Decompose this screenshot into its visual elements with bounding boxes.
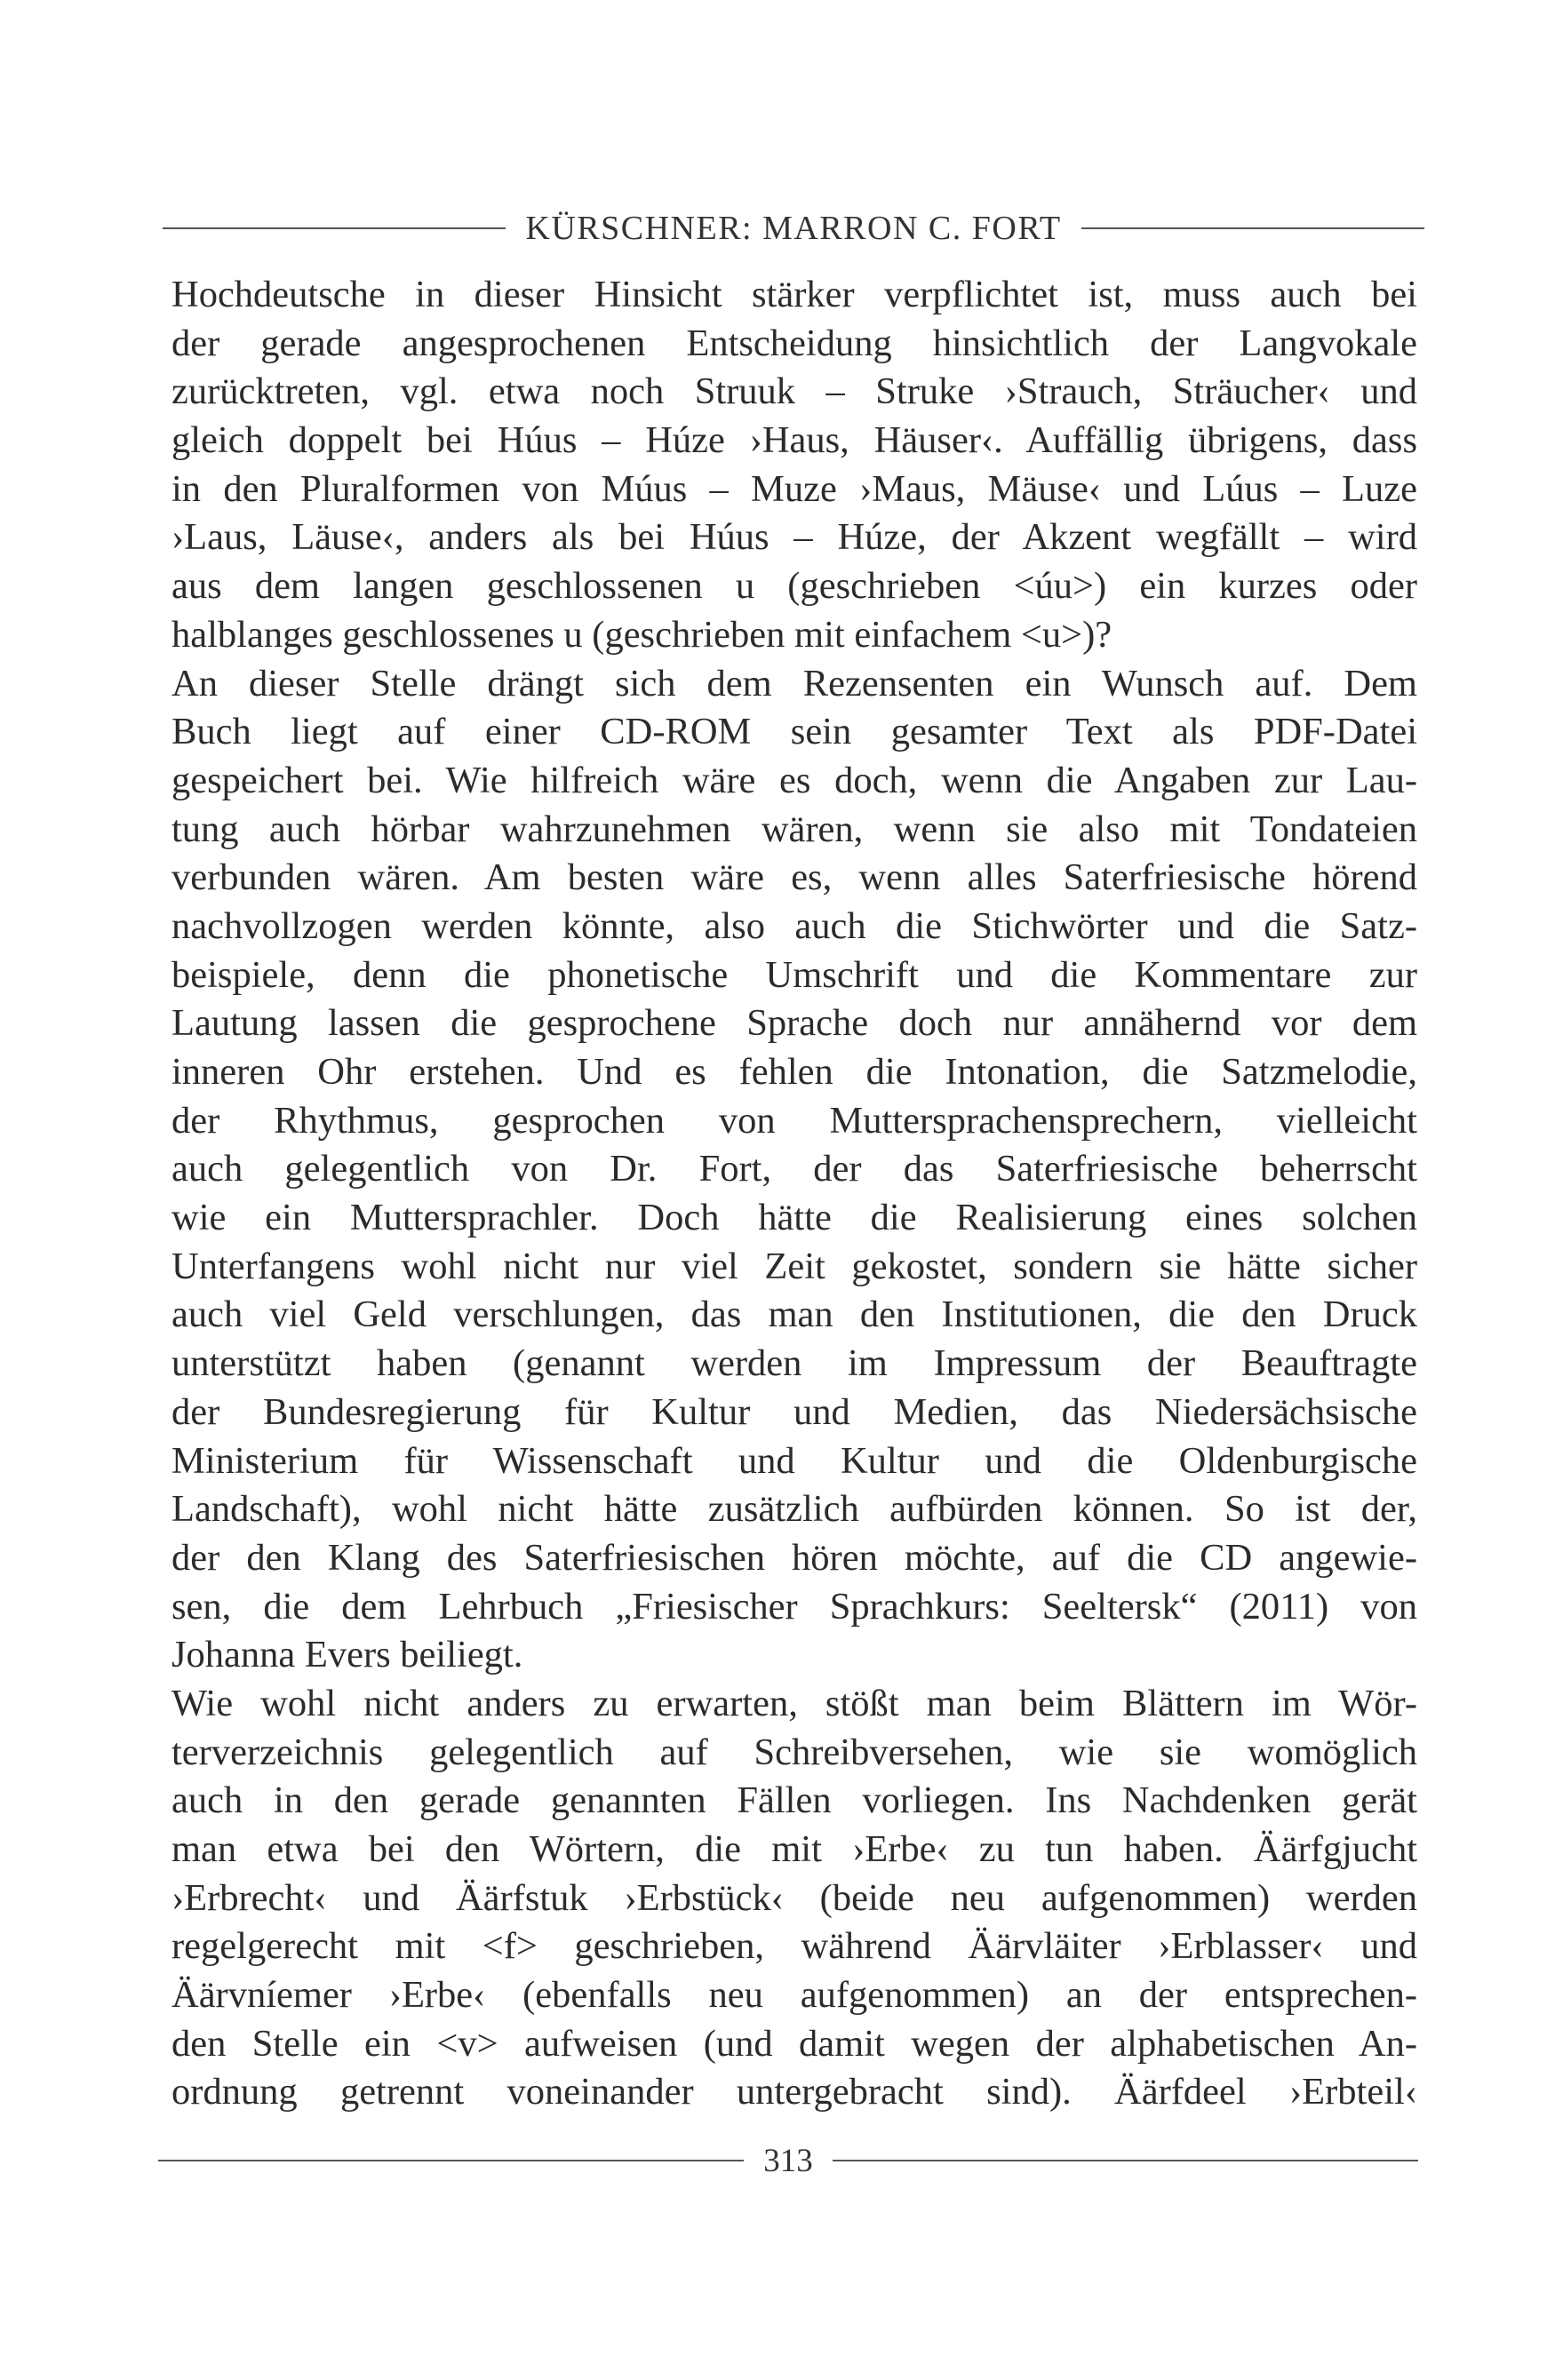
footer-rule-left <box>158 2160 744 2161</box>
text-line: gespeichert bei. Wie hilfreich wäre es doch, wenn die Angaben zur Lau- <box>171 759 1417 801</box>
page-footer <box>158 2141 1418 2180</box>
text-line: Landschaft), wohl nicht hätte zusätzlich aufbürden können. So ist der, <box>171 1488 1417 1531</box>
text-line: Lautung lassen die gesprochene Sprache doch nur annähernd vor dem <box>171 1002 1417 1045</box>
text-line: terverzeichnis gelegentlich auf Schreibversehen, wie sie womöglich <box>171 1731 1417 1773</box>
text-line: den Stelle ein <v> aufweisen (und damit wegen der alphabetischen An- <box>171 2022 1417 2065</box>
text-line: ordnung getrennt voneinander untergebracht sind). Äärfdeel ›Erbteil‹ <box>171 2071 1417 2113</box>
text-line: sen, die dem Lehrbuch „Friesischer Sprachkurs: Seeltersk“ (2011) von <box>171 1585 1417 1628</box>
text-line: der den Klang des Saterfriesischen hören möchte, auf die CD angewie- <box>171 1536 1417 1579</box>
paragraph <box>171 271 1417 660</box>
text-line: halblanges geschlossenes u (geschrieben mit einfachem <u>)? <box>171 613 1112 656</box>
text-line: verbunden wären. Am besten wäre es, wenn alles Saterfriesische hörend <box>171 856 1417 899</box>
text-line: auch gelegentlich von Dr. Fort, der das Saterfriesische beherrscht <box>171 1148 1417 1190</box>
text-line: der Bundesregierung für Kultur und Medien, das Niedersächsische <box>171 1390 1417 1433</box>
text-line: Ministerium für Wissenschaft und Kultur und die Oldenburgische <box>171 1439 1417 1482</box>
text-line: inneren Ohr erstehen. Und es fehlen die Intonation, die Satzmelodie, <box>171 1051 1417 1093</box>
text-line: aus dem langen geschlossenen u (geschrieben <úu>) ein kurzes oder <box>171 565 1417 608</box>
text-line: man etwa bei den Wörtern, die mit ›Erbe‹ zu tun haben. Äärfgjucht <box>171 1828 1417 1870</box>
text-line: unterstützt haben (genannt werden im Impressum der Beauftragte <box>171 1342 1417 1385</box>
paragraph <box>171 1680 1417 2117</box>
text-line: tung auch hörbar wahrzunehmen wären, wenn sie also mit Tondateien <box>171 808 1417 850</box>
text-line: Unterfangens wohl nicht nur viel Zeit gekostet, sondern sie hätte sicher <box>171 1245 1417 1287</box>
text-line: nachvollzogen werden könnte, also auch die Stichwörter und die Satz- <box>171 904 1417 947</box>
text-line: regelgerecht mit <f> geschrieben, während Äärvläiter ›Erblasser‹ und <box>171 1925 1417 1968</box>
paragraph <box>171 660 1417 1680</box>
text-line: der gerade angesprochenen Entscheidung hinsichtlich der Langvokale <box>171 322 1417 364</box>
text-line: Buch liegt auf einer CD-ROM sein gesamter Text als PDF-Datei <box>171 711 1417 753</box>
text-line: beispiele, denn die phonetische Umschrift und die Kommentare zur <box>171 953 1417 996</box>
text-line: auch in den gerade genannten Fällen vorliegen. Ins Nachdenken gerät <box>171 1779 1417 1822</box>
text-line: An dieser Stelle drängt sich dem Rezensenten ein Wunsch auf. Dem <box>171 662 1417 704</box>
text-line: Hochdeutsche in dieser Hinsicht stärker verpflichtet ist, muss auch bei <box>171 274 1417 315</box>
running-head-title: KÜRSCHNER: MARRON C. FORT <box>525 210 1062 247</box>
header-rule-right <box>1081 227 1424 229</box>
text-line: der Rhythmus, gesprochen von Muttersprachensprechern, vielleicht <box>171 1099 1417 1142</box>
body-text <box>171 271 1417 2117</box>
text-line: ›Erbrecht‹ und Äärfstuk ›Erbstück‹ (beide neu aufgenommen) werden <box>171 1876 1417 1919</box>
text-line: wie ein Muttersprachler. Doch hätte die Realisierung eines solchen <box>171 1197 1417 1239</box>
text-line: ›Laus, Läuse‹, anders als bei Húus – Húze, der Akzent wegfällt – wird <box>171 516 1417 559</box>
text-line: Johanna Evers beiliegt. <box>171 1634 523 1676</box>
footer-rule-right <box>833 2160 1418 2161</box>
running-head <box>163 206 1424 251</box>
header-rule-left <box>163 227 506 229</box>
text-line: in den Pluralformen von Múus – Muze ›Maus, Mäuse‹ und Lúus – Luze <box>171 467 1417 510</box>
text-line: Äärvníemer ›Erbe‹ (ebenfalls neu aufgenommen) an der entsprechen- <box>171 1974 1417 2017</box>
page-number: 313 <box>763 2142 813 2179</box>
text-line: auch viel Geld verschlungen, das man den Institutionen, die den Druck <box>171 1293 1417 1336</box>
text-line: gleich doppelt bei Húus – Húze ›Haus, Häuser‹. Auffällig übrigens, dass <box>171 419 1417 462</box>
text-line: Wie wohl nicht anders zu erwarten, stößt man beim Blättern im Wör- <box>171 1682 1417 1724</box>
text-line: zurücktreten, vgl. etwa noch Struuk – Struke ›Strauch, Sträucher‹ und <box>171 370 1417 413</box>
